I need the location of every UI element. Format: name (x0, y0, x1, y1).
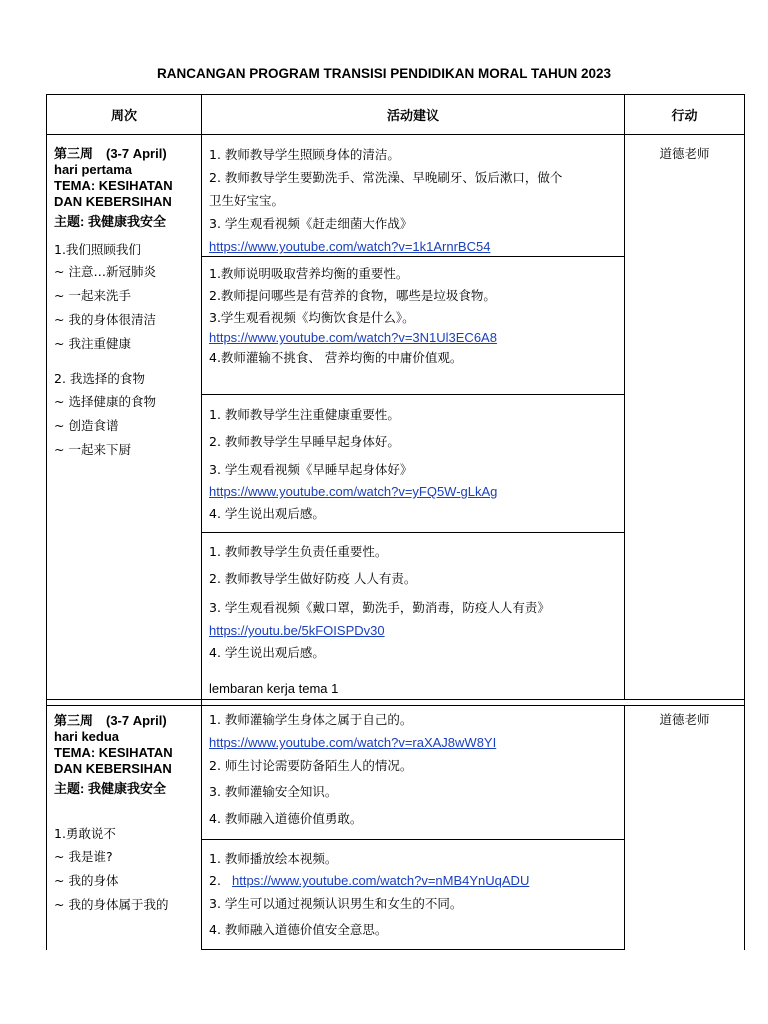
activity-line: 1. 教师灌输学生身体之属于自己的。 (209, 712, 413, 727)
activity-row-line-2 (201, 394, 624, 395)
subtopic-heading: 1.勇敢说不 (54, 826, 116, 841)
activity-row-line-5 (201, 949, 624, 950)
action-cell-2: 道德老师 (659, 712, 710, 727)
activity-line: 3. 学生观看视频《戴口罩，勤洗手，勤消毒，防疫人人有责》 (209, 600, 550, 615)
week-label: 第三周 (3-7 April) (54, 146, 167, 161)
header-action: 行动 (671, 109, 698, 124)
activity-line: 3. 教师灌输安全知识。 (209, 784, 338, 799)
video-link[interactable]: https://youtu.be/5kFOISPDv30 (209, 623, 385, 638)
topic-label: 主题: 我健康我安全 (54, 781, 166, 796)
activity-line: 1.教师说明吸取营养均衡的重要性。 (209, 266, 409, 281)
week-label: 第三周 (3-7 April) (54, 713, 167, 728)
list-item: ~ 一起来洗手 (54, 288, 131, 303)
theme-line-1: TEMA: KESIHATAN (54, 178, 173, 193)
col-divider-2-lower (624, 706, 625, 950)
activity-line: 1. 教师播放绘本视频。 (209, 851, 338, 866)
list-item: ~ 我注重健康 (54, 336, 131, 351)
theme-line-2: DAN KEBERSIHAN (54, 761, 172, 776)
activity-cell-2 (209, 263, 621, 369)
activity-line: 1. 教师教导学生注重健康重要性。 (209, 407, 400, 422)
video-link[interactable]: https://www.youtube.com/watch?v=3N1Ul3EC6A8 (209, 330, 497, 345)
header-week: 周次 (110, 109, 137, 124)
day-label: hari kedua (54, 729, 120, 744)
subtopic-heading: 2. 我选择的食物 (54, 371, 145, 386)
activity-line: 4. 教师融入道德价值安全意思。 (209, 922, 388, 937)
day-label: hari pertama (54, 162, 133, 177)
list-item: ~ 一起来下厨 (54, 442, 131, 457)
activity-row-line-3 (201, 532, 624, 533)
activity-cell-1 (209, 143, 621, 258)
list-item: ~ 注意…新冠肺炎 (54, 264, 156, 279)
action-cell-1: 道德老师 (659, 146, 710, 161)
block-separator-bottom (46, 705, 745, 706)
list-item: ~ 我的身体属于我的 (54, 897, 169, 912)
week-cell-2 (54, 713, 199, 917)
activity-line: 1. 教师教导学生照顾身体的清洁。 (209, 147, 400, 162)
activity-line: 2. 师生讨论需要防备陌生人的情况。 (209, 758, 413, 773)
topic-label: 主题: 我健康我安全 (54, 214, 166, 229)
activity-row-line-4 (201, 839, 624, 840)
video-link[interactable]: https://www.youtube.com/watch?v=yFQ5W-gLkAg (209, 484, 498, 499)
document-title: RANCANGAN PROGRAM TRANSISI PENDIDIKAN MORAL TAHUN 2023 (156, 66, 612, 81)
activity-cell-6 (209, 847, 621, 943)
activity-cell-3 (209, 402, 621, 527)
activity-cell-4 (209, 540, 621, 700)
activity-line: 卫生好宝宝。 (209, 193, 285, 208)
list-item: ~ 我的身体 (54, 873, 119, 888)
activity-line: 3. 学生可以通过视频认识男生和女生的不同。 (209, 896, 463, 911)
activity-line: 2. 教师教导学生早睡早起身体好。 (209, 434, 400, 449)
col-divider-2-upper (624, 94, 625, 700)
list-item: ~ 选择健康的食物 (54, 394, 156, 409)
activity-line: 2. 教师教导学生要勤洗手、常洗澡、早晚刷牙、饭后漱口，做个 (209, 170, 563, 185)
list-item: ~ 我是谁? (54, 849, 113, 864)
header-bottom-line (46, 134, 745, 135)
activity-line: 3.学生观看视频《均衡饮食是什么》。 (209, 310, 415, 325)
header-activity: 活动建议 (386, 109, 439, 124)
video-link[interactable]: https://www.youtube.com/watch?v=1k1ArnrBC54 (209, 239, 491, 254)
activity-cell-5 (209, 708, 621, 832)
activity-line: 3. 学生观看视频《早睡早起身体好》 (209, 462, 413, 477)
table-border-right (744, 94, 745, 950)
activity-line: 4.教师灌输不挑食、 营养均衡的中庸价值观。 (209, 350, 463, 365)
activity-line: 2. 教师教导学生做好防疫 人人有责。 (209, 571, 417, 586)
theme-line-1: TEMA: KESIHATAN (54, 745, 173, 760)
list-item: ~ 我的身体很清洁 (54, 312, 156, 327)
subtopic-heading: 1.我们照顾我们 (54, 242, 141, 257)
activity-line: 4. 学生说出观后感。 (209, 506, 325, 521)
list-item: ~ 创造食谱 (54, 418, 119, 433)
week-cell-1 (54, 146, 199, 462)
activity-line: 1. 教师教导学生负责任重要性。 (209, 544, 388, 559)
table-border-top (46, 94, 745, 95)
activity-line: 3. 学生观看视频《赶走细菌大作战》 (209, 216, 413, 231)
activity-line: 4. 学生说出观后感。 (209, 645, 325, 660)
video-link[interactable]: https://www.youtube.com/watch?v=raXAJ8wW8YI (209, 735, 497, 750)
list-number: 2. (209, 873, 221, 888)
activity-line: 2.教师提问哪些是有营养的食物，哪些是垃圾食物。 (209, 288, 496, 303)
table-border-left (46, 94, 47, 950)
worksheet-label: lembaran kerja tema 1 (209, 681, 339, 696)
theme-line-2: DAN KEBERSIHAN (54, 194, 172, 209)
activity-line: 4. 教师融入道德价值勇敢。 (209, 811, 363, 826)
col-divider-1 (201, 94, 202, 950)
video-link[interactable]: https://www.youtube.com/watch?v=nMB4YnUqADU (232, 873, 530, 888)
